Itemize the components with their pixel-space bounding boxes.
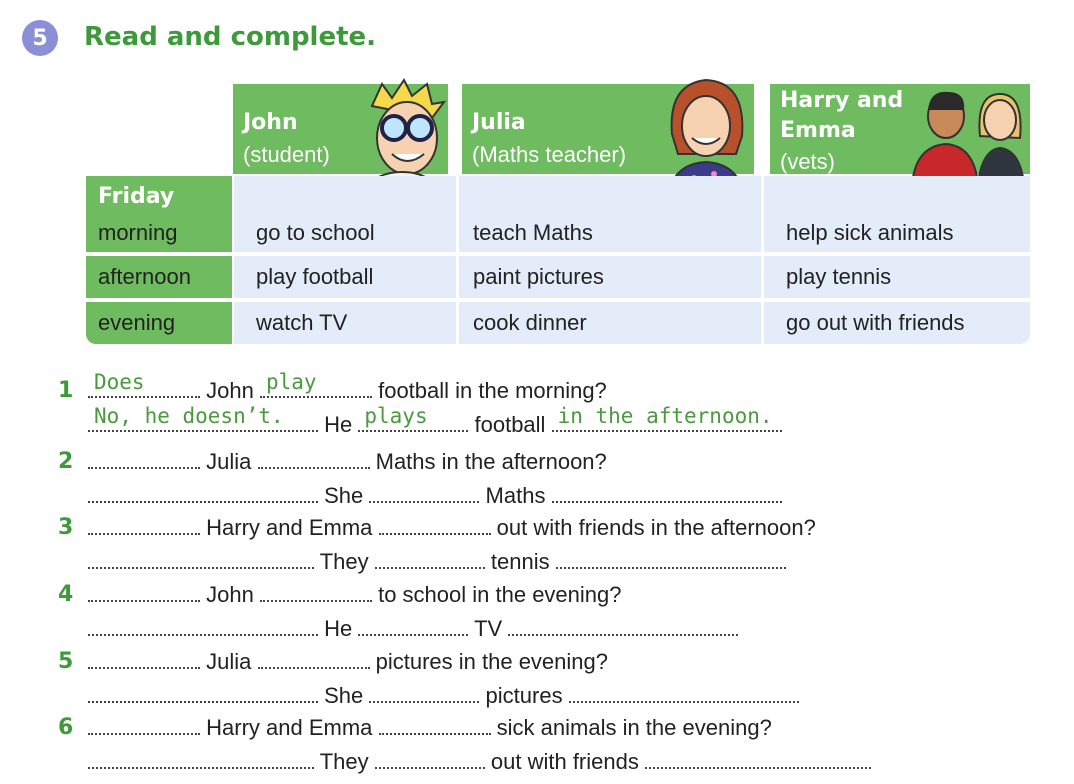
exercise-title: Read and complete.	[84, 22, 377, 52]
answer-blank[interactable]	[379, 513, 491, 535]
question-text: Julia	[206, 449, 252, 474]
answer-blank[interactable]	[88, 513, 200, 535]
row-label-evening	[86, 302, 232, 344]
header-spacer-2	[459, 176, 761, 214]
answer-blank[interactable]	[369, 681, 479, 703]
answer-blank[interactable]	[88, 647, 200, 669]
answer-blank[interactable]	[88, 713, 200, 735]
answer-blank[interactable]	[645, 747, 871, 769]
answer-blank[interactable]	[569, 681, 799, 703]
answer-blank[interactable]	[358, 404, 468, 432]
question-line	[88, 647, 608, 675]
table-cell	[459, 214, 761, 252]
cell-text: play tennis	[786, 264, 892, 289]
cell-text: teach Maths	[473, 220, 593, 245]
question-text: to school in the evening?	[378, 582, 622, 607]
exercise-number-badge: 5	[22, 20, 58, 56]
answer-blank[interactable]	[369, 481, 479, 503]
answer-blank[interactable]	[88, 747, 314, 769]
question-line	[88, 447, 607, 475]
answer-text: She	[324, 483, 364, 508]
question-text: sick animals in the evening?	[496, 715, 772, 740]
question-number: 6	[58, 715, 74, 740]
column-role: (Maths teacher)	[472, 142, 627, 167]
column-role: (vets)	[780, 149, 835, 174]
column-name: John	[243, 110, 298, 135]
question-number: 4	[58, 582, 74, 607]
answer-blank[interactable]	[258, 647, 370, 669]
answer-text: Maths	[485, 483, 546, 508]
column-name: Harry and Emma	[780, 88, 904, 143]
answer-blank[interactable]	[88, 447, 200, 469]
answer-blank[interactable]	[88, 404, 318, 432]
answer-line	[88, 747, 871, 775]
answer-text: He	[324, 412, 353, 437]
day-header	[86, 176, 232, 214]
header-spacer-3	[764, 176, 1030, 214]
question-number: 2	[58, 449, 74, 474]
answer-text: They	[319, 749, 369, 774]
answer-blank[interactable]	[375, 547, 485, 569]
question-number: 3	[58, 515, 74, 540]
question-text: John	[206, 378, 254, 403]
table-cell	[234, 302, 456, 344]
table-cell	[234, 256, 456, 298]
table-cell	[459, 256, 761, 298]
handwritten-answer: No, he doesn’t.	[94, 404, 284, 428]
answer-blank[interactable]	[88, 580, 200, 602]
answer-line	[88, 481, 782, 509]
table-cell	[764, 214, 1030, 252]
answer-text: He	[324, 616, 353, 641]
answer-text: tennis	[490, 549, 550, 574]
question-line	[88, 370, 607, 404]
question-text: Harry and Emma	[206, 715, 373, 740]
answer-line	[88, 614, 738, 642]
answer-blank[interactable]	[88, 481, 318, 503]
table-cell	[459, 302, 761, 344]
cell-text: help sick animals	[786, 220, 954, 245]
header-spacer-1	[234, 176, 456, 214]
answer-line	[88, 404, 782, 438]
question-line	[88, 580, 622, 608]
answer-text: football	[474, 412, 546, 437]
question-line	[88, 713, 772, 741]
handwritten-answer: play	[265, 370, 317, 394]
row-label-text: evening	[98, 310, 176, 335]
day-label: Friday	[98, 184, 175, 209]
table-cell	[764, 302, 1030, 344]
answer-blank[interactable]	[508, 614, 738, 636]
cell-text: play football	[256, 264, 374, 289]
row-label-afternoon	[86, 256, 232, 298]
answer-blank[interactable]	[552, 404, 782, 432]
harry-emma-illustration	[912, 86, 1032, 184]
question-text: Julia	[206, 649, 252, 674]
answer-blank[interactable]	[358, 614, 468, 636]
handwritten-answer: in the afternoon.	[557, 404, 773, 428]
handwritten-answer: plays	[364, 404, 428, 428]
cell-text: cook dinner	[473, 310, 587, 335]
answer-blank[interactable]	[260, 370, 372, 398]
question-text: Maths in the afternoon?	[375, 449, 607, 474]
answer-blank[interactable]	[88, 547, 314, 569]
row-label-morning	[86, 214, 232, 252]
question-text: out with friends in the afternoon?	[496, 515, 816, 540]
answer-blank[interactable]	[552, 481, 782, 503]
answer-blank[interactable]	[258, 447, 370, 469]
row-label-text: morning	[98, 220, 178, 245]
column-role: (student)	[243, 142, 330, 167]
question-number: 1	[58, 378, 74, 403]
question-line	[88, 513, 816, 541]
answer-blank[interactable]	[379, 713, 491, 735]
cell-text: go to school	[256, 220, 375, 245]
answer-text: TV	[474, 616, 503, 641]
question-text: football in the morning?	[378, 378, 607, 403]
answer-text: She	[324, 683, 364, 708]
answer-blank[interactable]	[556, 547, 786, 569]
answer-blank[interactable]	[260, 580, 372, 602]
answer-line	[88, 681, 799, 709]
answer-line	[88, 547, 786, 575]
cell-text: watch TV	[256, 310, 348, 335]
row-label-text: afternoon	[98, 264, 191, 289]
answer-blank[interactable]	[88, 614, 318, 636]
table-cell	[764, 256, 1030, 298]
answer-blank[interactable]	[88, 370, 200, 398]
answer-blank[interactable]	[88, 681, 318, 703]
answer-text: pictures	[485, 683, 563, 708]
answer-text: They	[319, 549, 369, 574]
question-text: pictures in the evening?	[375, 649, 608, 674]
answer-text: out with friends	[490, 749, 639, 774]
question-text: John	[206, 582, 254, 607]
table-cell	[234, 214, 456, 252]
cell-text: go out with friends	[786, 310, 965, 335]
cell-text: paint pictures	[473, 264, 604, 289]
question-number: 5	[58, 649, 74, 674]
answer-blank[interactable]	[375, 747, 485, 769]
question-text: Harry and Emma	[206, 515, 373, 540]
handwritten-answer: Does	[94, 370, 145, 394]
column-name: Julia	[472, 110, 526, 135]
